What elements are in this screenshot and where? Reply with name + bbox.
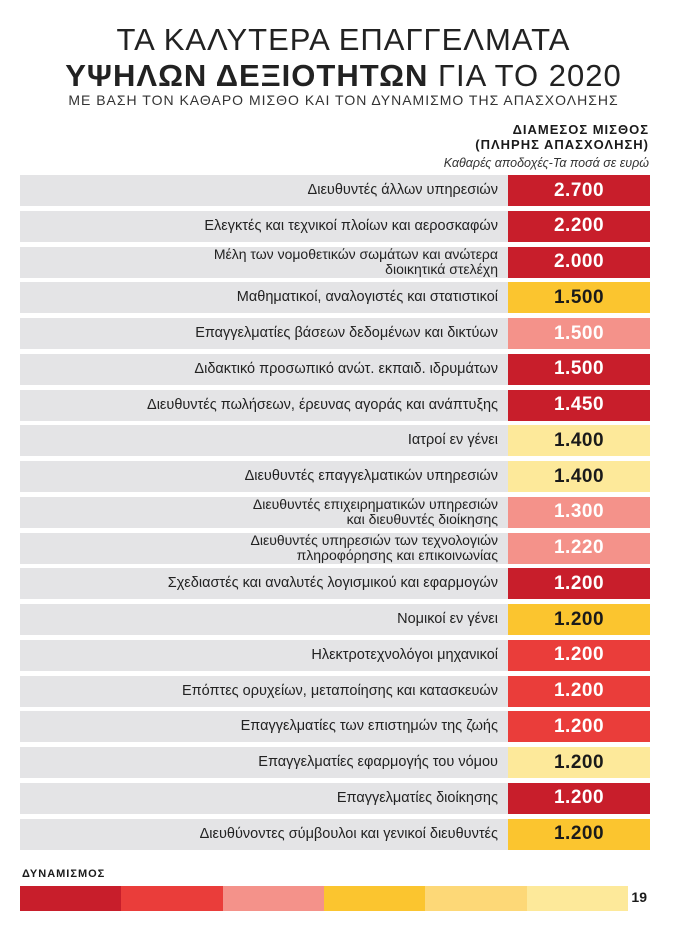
table-row [20, 461, 650, 492]
row-label-text [311, 648, 498, 663]
title-line-2 [0, 58, 687, 94]
row-value: 2.000 [508, 247, 650, 278]
row-value: 1.300 [508, 497, 650, 528]
row-label-text [241, 719, 498, 734]
row-value: 1.200 [508, 747, 650, 778]
row-label-line: Σχεδιαστές και αναλυτές λογισμικού και εφαρμογών [167, 575, 498, 592]
row-label-text [337, 791, 498, 806]
row-label-line: Ηλεκτροτεχνολόγοι μηχανικοί [311, 646, 498, 663]
table-row [20, 390, 650, 421]
row-label [20, 425, 498, 456]
legend-swatch [20, 886, 121, 911]
column-note: Καθαρές αποδοχές-Τα ποσά σε ευρώ [443, 156, 649, 170]
row-label-line: Διευθυντές πωλήσεων, έρευνας αγοράς και ανάπτυξης [147, 396, 498, 413]
row-label-line: Διευθυντές άλλων υπηρεσιών [307, 182, 498, 198]
column-header-line-2: (ΠΛΗΡΗΣ ΑΠΑΣΧΟΛΗΣΗ) [475, 137, 649, 152]
table-row [20, 354, 650, 385]
row-value: 1.200 [508, 604, 650, 635]
row-label-text [237, 290, 498, 305]
row-label [20, 354, 498, 385]
row-value: 1.400 [508, 461, 650, 492]
row-value: 1.500 [508, 318, 650, 349]
row-value: 1.220 [508, 533, 650, 564]
row-label [20, 783, 498, 814]
row-label-text [408, 433, 498, 448]
legend-swatch [527, 886, 628, 911]
row-label-line: και διευθυντές διοίκησης [346, 511, 498, 528]
legend-swatch [121, 886, 222, 911]
row-label [20, 819, 498, 850]
legend-title: ΔΥΝΑΜΙΣΜΟΣ [22, 868, 106, 880]
row-label-line: Επαγγελματίες εφαρμογής του νόμου [258, 754, 498, 770]
row-label-line: Διευθυντές επιχειρηματικών υπηρεσιών [252, 496, 498, 513]
table-row [20, 711, 650, 742]
title-rest: ΓΙΑ ΤΟ 2020 [428, 58, 622, 93]
table-row [20, 676, 650, 707]
column-header-line-1: ΔΙΑΜΕΣΟΣ ΜΙΣΘΟΣ [512, 122, 649, 137]
row-value: 2.200 [508, 211, 650, 242]
dynamism-legend [20, 886, 628, 911]
row-label-line: πληροφόρησης και επικοινωνίας [296, 547, 498, 563]
row-label-line: Μέλη των νομοθετικών σωμάτων και ανώτερα [213, 246, 498, 262]
row-label [20, 568, 498, 599]
row-label-text [251, 533, 499, 563]
row-label [20, 247, 498, 278]
page-number: 19 [631, 889, 647, 905]
row-label-line: Διευθύνοντες σύμβουλοι και γενικοί διευθυντές [199, 825, 498, 842]
row-label-line: Διευθυντές υπηρεσιών των τεχνολογιών [250, 532, 498, 548]
row-label-line: Διδακτικό προσωπικό ανώτ. εκπαιδ. ιδρυμάτων [194, 360, 498, 377]
row-label-text [194, 362, 498, 377]
row-label-line: Επαγγελματίες διοίκησης [336, 789, 498, 806]
row-label [20, 461, 498, 492]
row-label-line: Επαγγελματίες βάσεων δεδομένων και δικτύων [195, 325, 498, 341]
table-row [20, 282, 650, 313]
row-label [20, 175, 498, 206]
table-row [20, 604, 650, 635]
row-label-line: Ιατροί εν γένει [407, 432, 498, 449]
row-label [20, 282, 498, 313]
title-line-1: ΤΑ ΚΑΛΥΤΕΡΑ ΕΠΑΓΓΕΛΜΑΤΑ [116, 22, 571, 57]
table-row [20, 568, 650, 599]
table-row [20, 497, 650, 528]
row-value: 1.200 [508, 783, 650, 814]
row-label-line: Ελεγκτές και τεχνικοί πλοίων και αεροσκαφών [204, 217, 498, 234]
row-label [20, 497, 498, 528]
row-label-line: Επαγγελματίες των επιστημών της ζωής [240, 718, 498, 735]
table-row [20, 318, 650, 349]
row-label-line: Επόπτες ορυχείων, μεταποίησης και κατασκευών [181, 682, 498, 699]
row-label-text [182, 684, 498, 699]
table-row [20, 533, 650, 564]
row-value: 1.200 [508, 711, 650, 742]
row-value: 1.450 [508, 390, 650, 421]
row-label-line: διοικητικά στελέχη [385, 261, 498, 277]
row-value: 1.500 [508, 354, 650, 385]
row-label [20, 711, 498, 742]
row-label [20, 211, 498, 242]
row-label-text [195, 326, 498, 341]
row-value: 2.700 [508, 175, 650, 206]
row-label [20, 676, 498, 707]
row-label [20, 318, 498, 349]
column-header [475, 122, 649, 152]
row-label-text [147, 398, 498, 413]
row-label [20, 533, 498, 564]
legend-swatch [324, 886, 425, 911]
salary-table [20, 175, 650, 855]
row-label-line: Διευθυντές επαγγελματικών υπηρεσιών [244, 468, 498, 484]
row-label-text [397, 612, 498, 627]
row-label-text [308, 183, 498, 198]
row-label-text [253, 497, 498, 527]
row-value: 1.500 [508, 282, 650, 313]
row-label [20, 640, 498, 671]
row-label-text [204, 219, 498, 234]
row-label-text [200, 827, 498, 842]
table-row [20, 247, 650, 278]
row-value: 1.400 [508, 425, 650, 456]
table-row [20, 640, 650, 671]
row-label [20, 390, 498, 421]
table-row [20, 425, 650, 456]
title-bold: ΥΨΗΛΩΝ ΔΕΞΙΟΤΗΤΩΝ [65, 58, 429, 93]
legend-swatch [425, 886, 526, 911]
row-label-text [214, 247, 498, 277]
row-label-line: Μαθηματικοί, αναλογιστές και στατιστικοί [236, 289, 498, 306]
row-value: 1.200 [508, 568, 650, 599]
table-row [20, 819, 650, 850]
table-row [20, 211, 650, 242]
row-value: 1.200 [508, 640, 650, 671]
row-value: 1.200 [508, 819, 650, 850]
row-label-text [168, 576, 498, 591]
row-label-line: Νομικοί εν γένει [397, 611, 498, 627]
row-value: 1.200 [508, 676, 650, 707]
row-label-text [258, 755, 498, 770]
table-row [20, 783, 650, 814]
row-label [20, 604, 498, 635]
row-label [20, 747, 498, 778]
table-row [20, 175, 650, 206]
row-label-text [245, 469, 498, 484]
table-row [20, 747, 650, 778]
subtitle: ΜΕ ΒΑΣΗ ΤΟΝ ΚΑΘΑΡΟ ΜΙΣΘΟ ΚΑΙ ΤΟΝ ΔΥΝΑΜΙΣΜΟ ΤΗΣ ΑΠΑΣΧΟΛΗΣΗΣ [68, 92, 619, 108]
legend-swatch [223, 886, 324, 911]
